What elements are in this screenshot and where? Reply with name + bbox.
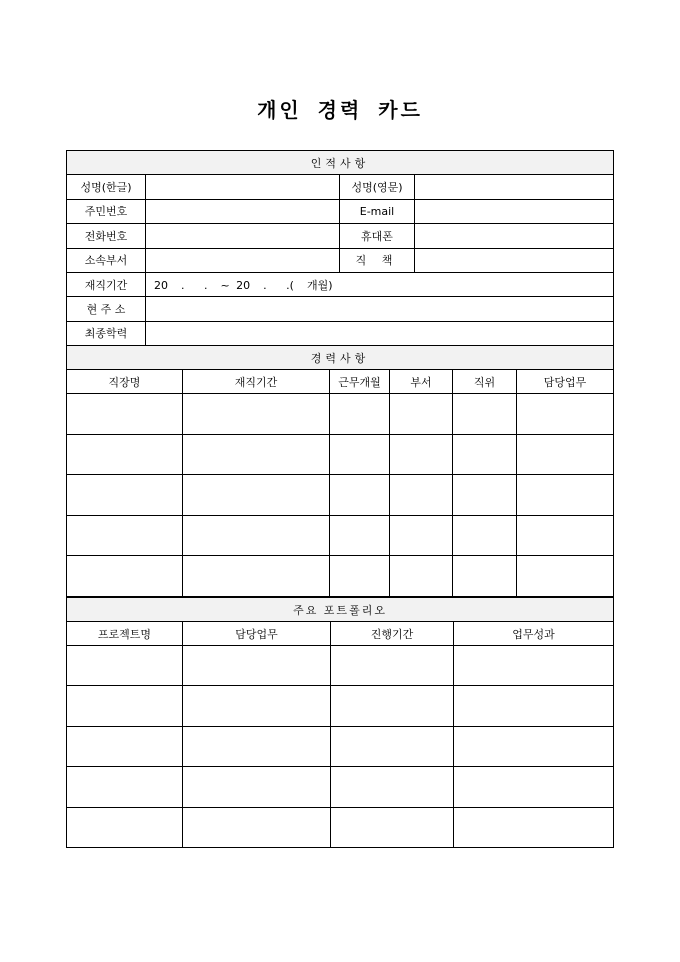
portfolio-row [67,807,614,847]
portfolio-col-header: 진행기간 [331,622,454,646]
career-col-header: 직위 [453,370,517,394]
id-email-row [67,199,614,223]
tenure-label: 재직기간 [67,272,146,296]
email-field[interactable] [415,199,614,223]
portfolio-cell[interactable] [331,726,454,766]
personal-section-row [67,151,614,175]
tenure-row [67,272,614,296]
portfolio-col-header: 담당업무 [183,622,331,646]
career-row [67,556,614,597]
portfolio-cell[interactable] [454,767,614,807]
portfolio-col-header: 프로젝트명 [67,622,183,646]
portfolio-cell[interactable] [183,726,331,766]
portfolio-cell[interactable] [183,646,331,686]
career-cell[interactable] [330,515,390,556]
name-ko-label: 성명(한글) [67,175,146,199]
career-cell[interactable] [67,434,183,475]
career-cell[interactable] [67,475,183,516]
career-cell[interactable] [330,434,390,475]
career-cell[interactable] [183,394,330,435]
portfolio-cell[interactable] [454,686,614,726]
portfolio-row [67,767,614,807]
phone-label: 전화번호 [67,224,146,248]
career-cell[interactable] [390,475,453,516]
portfolio-cell[interactable] [67,767,183,807]
education-field[interactable] [146,321,614,345]
department-label: 소속부서 [67,248,146,272]
career-cell[interactable] [390,394,453,435]
career-row [67,475,614,516]
career-cell[interactable] [453,515,517,556]
career-cell[interactable] [183,434,330,475]
career-cell[interactable] [517,434,614,475]
portfolio-cell[interactable] [331,767,454,807]
career-cell[interactable] [517,515,614,556]
career-cell[interactable] [330,394,390,435]
career-section-row [67,346,614,370]
career-cell[interactable] [517,556,614,597]
career-col-header: 재직기간 [183,370,330,394]
career-cell[interactable] [390,434,453,475]
career-cell[interactable] [330,556,390,597]
career-cell[interactable] [67,556,183,597]
department-field[interactable] [146,248,340,272]
career-row [67,394,614,435]
career-cell[interactable] [390,556,453,597]
position-label: 직 책 [340,248,415,272]
name-row [67,175,614,199]
address-row [67,297,614,321]
portfolio-cell[interactable] [183,767,331,807]
tenure-field[interactable]: 20 . . ~ 20 . .( 개월) [146,272,614,296]
career-cell[interactable] [330,475,390,516]
portfolio-row [67,686,614,726]
name-en-label: 성명(영문) [340,175,415,199]
portfolio-cell[interactable] [454,726,614,766]
career-cell[interactable] [453,475,517,516]
mobile-field[interactable] [415,224,614,248]
career-col-header: 부서 [390,370,453,394]
career-cell[interactable] [517,475,614,516]
career-cell[interactable] [183,556,330,597]
address-label: 현 주 소 [67,297,146,321]
portfolio-cell[interactable] [67,646,183,686]
career-cell[interactable] [390,515,453,556]
education-row [67,321,614,345]
resident-no-label: 주민번호 [67,199,146,223]
career-cell[interactable] [183,475,330,516]
career-table [66,345,614,597]
portfolio-section-title: 주요 포트폴리오 [67,598,614,622]
department-row [67,248,614,272]
personal-section-title: 인적사항 [67,151,614,175]
education-label: 최종학력 [67,321,146,345]
position-field[interactable] [415,248,614,272]
portfolio-row [67,726,614,766]
career-col-header: 직장명 [67,370,183,394]
portfolio-cell[interactable] [454,646,614,686]
personal-info-table [66,150,614,346]
career-section-title: 경력사항 [67,346,614,370]
career-cell[interactable] [67,394,183,435]
career-cell[interactable] [453,434,517,475]
career-cell[interactable] [67,515,183,556]
career-row [67,515,614,556]
phone-field[interactable] [146,224,340,248]
mobile-label: 휴대폰 [340,224,415,248]
portfolio-cell[interactable] [454,807,614,847]
portfolio-section-row [67,598,614,622]
career-cell[interactable] [517,394,614,435]
career-cell[interactable] [453,556,517,597]
name-ko-field[interactable] [146,175,340,199]
portfolio-col-header: 업무성과 [454,622,614,646]
portfolio-cell[interactable] [331,686,454,726]
portfolio-cell[interactable] [67,807,183,847]
portfolio-cell[interactable] [183,807,331,847]
portfolio-cell[interactable] [67,686,183,726]
career-cell[interactable] [183,515,330,556]
portfolio-cell[interactable] [331,807,454,847]
address-field[interactable] [146,297,614,321]
name-en-field[interactable] [415,175,614,199]
portfolio-cell[interactable] [331,646,454,686]
portfolio-row [67,646,614,686]
career-row [67,434,614,475]
portfolio-table [66,597,614,848]
career-col-header: 근무개월 [330,370,390,394]
career-col-header: 담당업무 [517,370,614,394]
portfolio-cell[interactable] [183,686,331,726]
career-cell[interactable] [453,394,517,435]
career-header-row [67,370,614,394]
document-title: 개인 경력 카드 [257,98,423,122]
email-label: E-mail [340,199,415,223]
resident-no-field[interactable] [146,199,340,223]
portfolio-cell[interactable] [67,726,183,766]
phone-row [67,224,614,248]
portfolio-header-row [67,622,614,646]
